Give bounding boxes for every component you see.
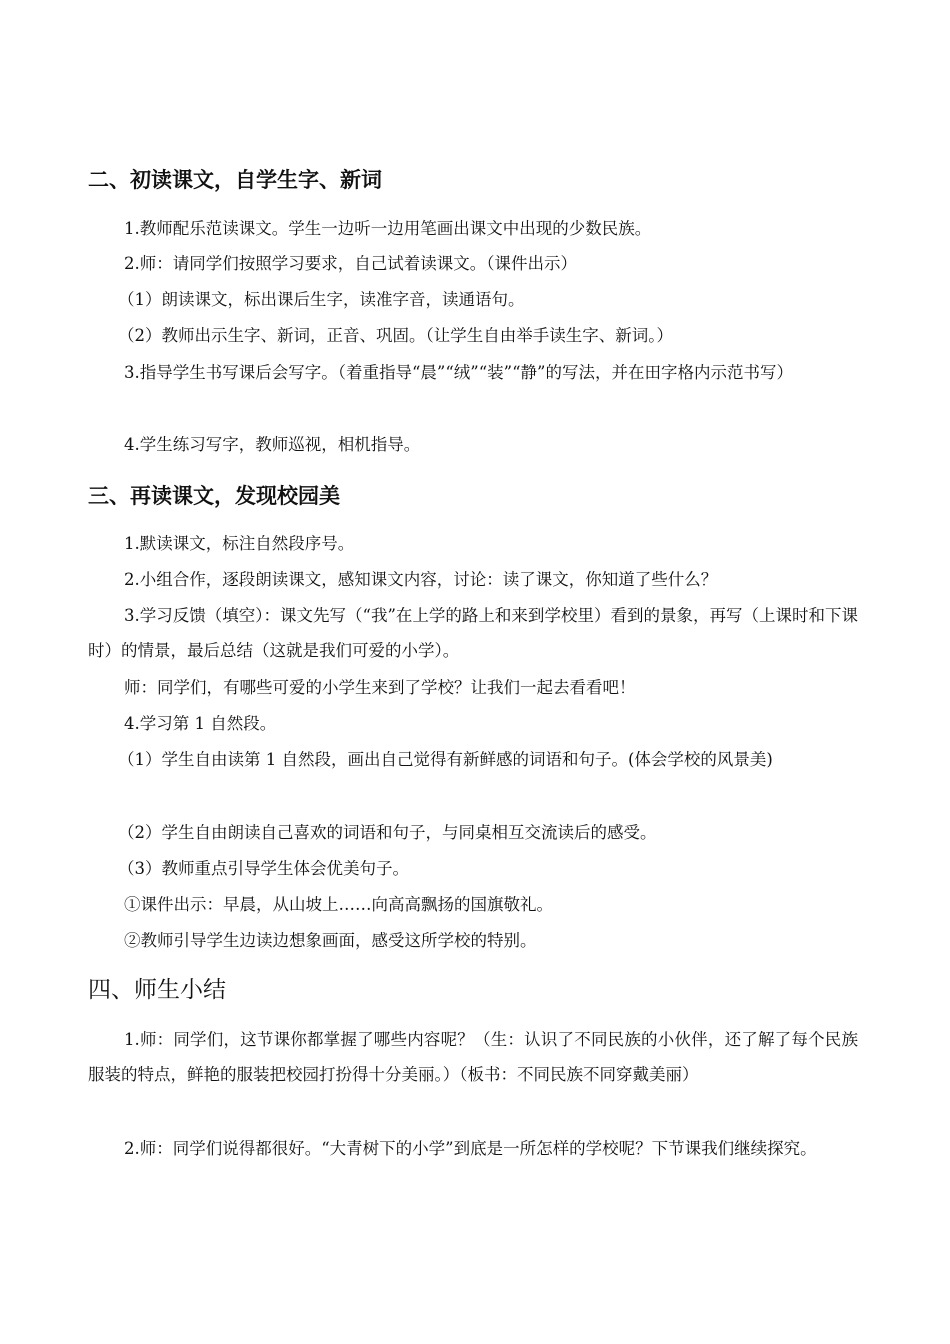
paragraph: 3.指导学生书写课后会写字。（着重指导“晨”“绒”“装”“静”的写法，并在田字格内示范书写） xyxy=(124,363,793,382)
paragraph: 1.教师配乐范读课文。学生一边听一边用笔画出课文中出现的少数民族。 xyxy=(124,219,652,238)
section-heading: 二、初读课文，自学生字、新词 xyxy=(88,168,382,192)
paragraph: 2.师：请同学们按照学习要求，自己试着读课文。（课件出示） xyxy=(124,254,577,273)
paragraph: （3）教师重点引导学生体会优美句子。 xyxy=(118,859,409,878)
paragraph: 师：同学们，有哪些可爱的小学生来到了学校？让我们一起去看看吧！ xyxy=(124,678,636,697)
paragraph: 4.学生练习写字，教师巡视，相机指导。 xyxy=(124,435,421,454)
section-heading: 三、再读课文，发现校园美 xyxy=(88,484,340,508)
paragraph: 4.学习第 1 自然段。 xyxy=(124,714,277,733)
paragraph: （1）学生自由读第 1 自然段，画出自己觉得有新鲜感的词语和句子。(体会学校的风景美) xyxy=(118,750,773,769)
paragraph: 3.学习反馈（填空）：课文先写（“我”在上学的路上和来到学校里）看到的景象，再写（上课时和下课时）的情景，最后总结（这就是我们可爱的小学）。 xyxy=(88,606,858,660)
paragraph: 2.师：同学们说得都很好。“大青树下的小学”到底是一所怎样的学校呢？下节课我们继续探究。 xyxy=(124,1139,817,1158)
paragraph: （1）朗读课文，标出课后生字，读准字音，读通语句。 xyxy=(118,290,525,309)
section-heading: 四、师生小结 xyxy=(88,977,226,1003)
paragraph: 2.小组合作，逐段朗读课文，感知课文内容，讨论：读了课文，你知道了些什么？ xyxy=(124,570,718,589)
paragraph: 1.师：同学们，这节课你都掌握了哪些内容呢？（生：认识了不同民族的小伙伴，还了解了每个民族服装的特点，鲜艳的服装把校园打扮得十分美丽。）（板书：不同民族不同穿戴美丽） xyxy=(88,1030,858,1084)
paragraph: （2）学生自由朗读自己喜欢的词语和句子，与同桌相互交流读后的感受。 xyxy=(118,823,657,842)
paragraph: （2）教师出示生字、新词，正音、巩固。（让学生自由举手读生字、新词。） xyxy=(118,326,673,345)
paragraph: ①课件出示：早晨，从山坡上……向高高飘扬的国旗敬礼。 xyxy=(124,895,553,914)
paragraph: ②教师引导学生边读边想象画面，感受这所学校的特别。 xyxy=(124,931,537,950)
paragraph: 1.默读课文，标注自然段序号。 xyxy=(124,534,355,553)
